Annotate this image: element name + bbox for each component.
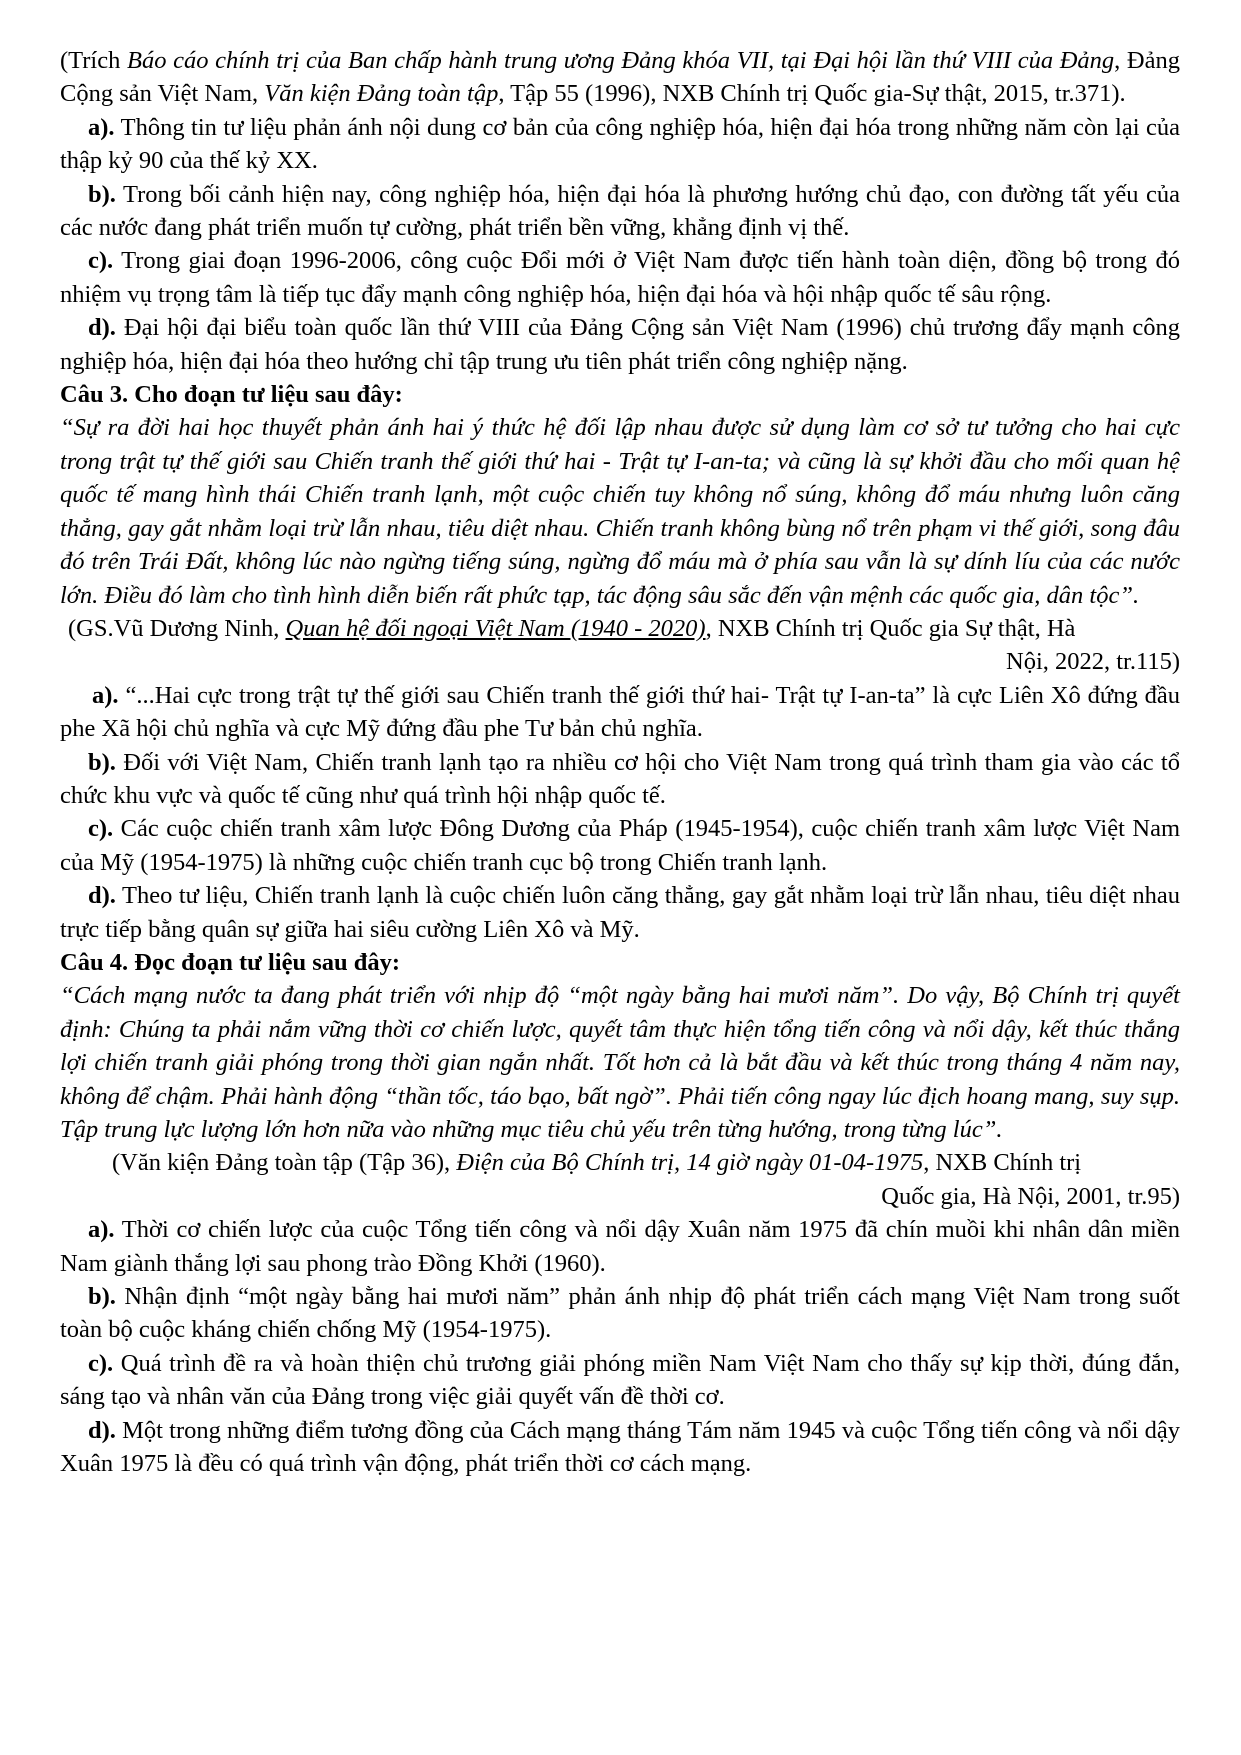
q3-option-c: c). Các cuộc chiến tranh xâm lược Đông Dương của Pháp (1945-1954), cuộc chiến tranh xâm lược Việt Nam của Mỹ (1954-1975) là những cuộc chiến tranh cục bộ trong Chiến tranh lạnh. xyxy=(60,815,1180,876)
q3-option-d: d). Theo tư liệu, Chiến tranh lạnh là cuộc chiến luôn căng thẳng, gay gắt nhằm loại trừ lẫn nhau, tiêu diệt nhau trực tiếp bằng quân sự giữa hai siêu cường Liên Xô và Mỹ. xyxy=(60,882,1180,943)
q4-quote: “Cách mạng nước ta đang phát triển với nhịp độ “một ngày bằng hai mươi năm”. Do vậy, Bộ Chính trị quyết định: Chúng ta phải nắm vững thời cơ chiến lược, quyết tâm thực hiện tổng tiến công và nổi dậy, kết thúc thắng lợi chiến tranh giải phóng trong thời gian ngắn nhất. Tốt hơn cả là bắt đầu và kết thúc trong tháng 4 năm nay, không để chậm. Phải hành động “thần tốc, táo bạo, bất ngờ”. Phải tiến công ngay lúc địch hoang mang, suy sụp. Tập trung lực lượng lớn hơn nữa vào những mục tiêu chủ yếu trên từng hướng, trong từng lúc”. xyxy=(60,982,1180,1143)
q4-option-a: a). Thời cơ chiến lược của cuộc Tổng tiến công và nổi dậy Xuân năm 1975 đã chín muồi khi nhân dân miền Nam giành thắng lợi sau phong trào Đồng Khởi (1960). xyxy=(60,1216,1180,1277)
q4-option-d: d). Một trong những điểm tương đồng của Cách mạng tháng Tám năm 1945 và cuộc Tổng tiến công và nổi dậy Xuân 1975 là đều có quá trình vận động, phát triển thời cơ cách mạng. xyxy=(60,1416,1180,1478)
q2-option-b: b). Trong bối cảnh hiện nay, công nghiệp hóa, hiện đại hóa là phương hướng chủ đạo, con đường tất yếu của các nước đang phát triển muốn tự cường, phát triển bền vững, khẳng định vị thế. xyxy=(60,180,1180,242)
q2-source-citation: (Trích Báo cáo chính trị của Ban chấp hành trung ương Đảng khóa VII, tại Đại hội lần thứ VIII của Đảng, Đảng Cộng sản Việt Nam, Văn kiện Đảng toàn tập, Tập 55 (1996), NXB Chính trị Quốc gia-Sự thật, 2015, tr.371). xyxy=(60,47,1180,108)
q3-heading: Câu 3. Cho đoạn tư liệu sau đây: xyxy=(60,381,403,409)
q3-option-b: b). Đối với Việt Nam, Chiến tranh lạnh tạo ra nhiều cơ hội cho Việt Nam trong quá trình tham gia vào các tổ chức khu vực và quốc tế cũng như quá trình hội nhập quốc tế. xyxy=(60,748,1180,809)
q3-option-a: a). “...Hai cực trong trật tự thế giới sau Chiến tranh thế giới thứ hai- Trật tự I-an-ta” là cực Liên Xô đứng đầu phe Xã hội chủ nghĩa và cực Mỹ đứng đầu phe Tư bản chủ nghĩa. xyxy=(60,681,1180,743)
q2-option-c: c). Trong giai đoạn 1996-2006, công cuộc Đổi mới ở Việt Nam được tiến hành toàn diện, đồng bộ trong đó nhiệm vụ trọng tâm là tiếp tục đẩy mạnh công nghiệp hóa, hiện đại hóa và hội nhập quốc tế sâu rộng. xyxy=(60,247,1180,308)
q4-option-b: b). Nhận định “một ngày bằng hai mươi năm” phản ánh nhịp độ phát triển cách mạng Việt Nam trong suốt toàn bộ cuộc kháng chiến chống Mỹ (1954-1975). xyxy=(60,1283,1180,1344)
q3-quote: “Sự ra đời hai học thuyết phản ánh hai ý thức hệ đối lập nhau được sử dụng làm cơ sở tư tưởng cho hai cực trong trật tự thế giới sau Chiến tranh thế giới thứ hai - Trật tự I-an-ta; và cũng là sự khởi đầu cho mối quan hệ quốc tế mang hình thái Chiến tranh lạnh, một cuộc chiến tuy không nổ súng, không đổ máu nhưng luôn căng thẳng, gay gắt nhằm loại trừ lẫn nhau, tiêu diệt nhau. Chiến tranh không bùng nổ trên phạm vi thế giới, song đâu đó trên Trái Đất, không lúc nào ngừng tiếng súng, ngừng đổ máu mà ở phía sau vẫn là sự dính líu của các nước lớn. Điều đó làm cho tình hình diễn biến rất phức tạp, tác động sâu sắc đến vận mệnh các quốc gia, dân tộc”. xyxy=(60,414,1180,609)
q2-option-a: a). Thông tin tư liệu phản ánh nội dung cơ bản của công nghiệp hóa, hiện đại hóa trong những năm còn lại của thập kỷ 90 của thế kỷ XX. xyxy=(60,113,1180,175)
q4-heading: Câu 4. Đọc đoạn tư liệu sau đây: xyxy=(60,948,401,976)
document-page xyxy=(60,44,1180,1480)
q4-source-citation-line2: Quốc gia, Hà Nội, 2001, tr.95) xyxy=(881,1182,1180,1210)
q4-source-citation: (Văn kiện Đảng toàn tập (Tập 36), Điện của Bộ Chính trị, 14 giờ ngày 01-04-1975, NXB Chính trị xyxy=(112,1149,1082,1177)
q2-option-d: d). Đại hội đại biểu toàn quốc lần thứ VIII của Đảng Cộng sản Việt Nam (1996) chủ trương đẩy mạnh công nghiệp hóa, hiện đại hóa theo hướng chỉ tập trung ưu tiên phát triển công nghiệp nặng. xyxy=(60,314,1180,375)
q3-source-citation-line2: Nội, 2022, tr.115) xyxy=(1006,648,1180,676)
q3-source-citation: (GS.Vũ Dương Ninh, Quan hệ đối ngoại Việt Nam (1940 - 2020), NXB Chính trị Quốc gia Sự thật, Hà xyxy=(68,614,1076,642)
q4-option-c: c). Quá trình đề ra và hoàn thiện chủ trương giải phóng miền Nam Việt Nam cho thấy sự kịp thời, đúng đắn, sáng tạo và nhân văn của Đảng trong việc giải quyết vấn đề thời cơ. xyxy=(60,1349,1180,1411)
